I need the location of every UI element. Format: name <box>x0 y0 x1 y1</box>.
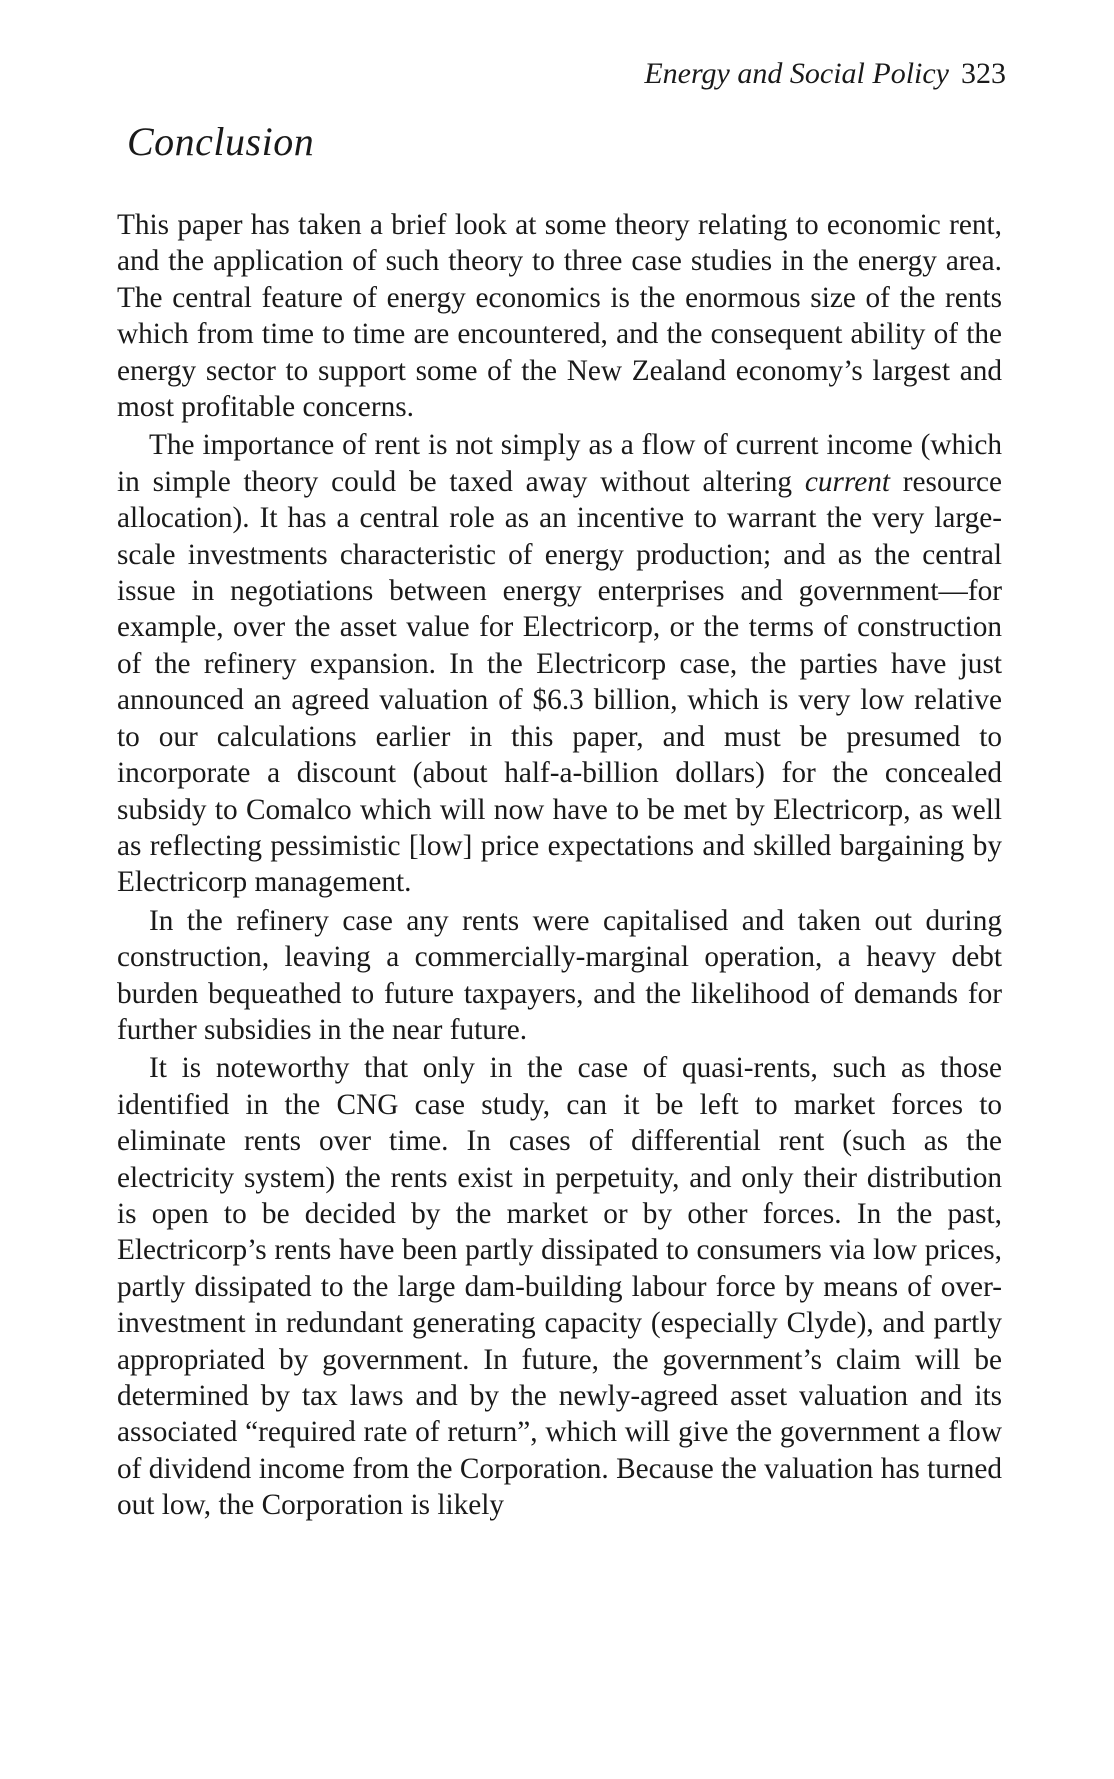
paragraph-4: It is noteworthy that only in the case of quasi-rents, such as those identified in the CNG case study, can it be left to market forces to eliminate rents over time. In cases of differential rent (such as the electricity system) the rents exist in perpetuity, and only their distribution is open to be decided by the market or by other forces. In the past, Electricorp’s rents have been partly dissipated to consumers via low prices, partly dissipated to the large dam-building labour force by means of over-investment in redundant generating capacity (especially Clyde), and partly appropriated by government. In future, the government’s claim will be determined by tax laws and by the newly-agreed asset valuation and its associated “required rate of return”, which will give the government a flow of dividend income from the Corporation. Because the valuation has turned out low, the Corporation is likely <box>117 1052 1002 1522</box>
paragraph-2-text-end: resource allocation). It has a central role as an incentive to warrant the very large-scale investments characteristic of energy production; and as the central issue in negotiations between energy enterprises and government—for example, over the asset value for Electricorp, or the terms of construction of the refinery expansion. In the Electricorp case, the parties have just announced an agreed valuation of $6.3 billion, which is very low relative to our calculations earlier in this paper, and must be presumed to incorporate a discount (about half-a-billion dollars) for the concealed subsidy to Comalco which will now have to be met by Electricorp, as well as reflecting pessimistic [low] price expectations and skilled bargaining by Electricorp management. <box>117 465 1003 899</box>
section-heading: Conclusion <box>127 119 315 164</box>
paragraph-1: This paper has taken a brief look at some theory relating to economic rent, and the application of such theory to three case studies in the energy area. The central feature of energy economics is the enormous size of the rents which from time to time are encountered, and the consequent ability of the energy sector to support some of the New Zealand economy’s largest and most profitable concerns. <box>117 209 1002 424</box>
body-text <box>117 207 1002 1526</box>
page-number: 323 <box>961 57 1006 90</box>
paragraph-2-italic-word: current <box>804 465 890 498</box>
paragraph-3: In the refinery case any rents were capitalised and taken out during construction, leaving a commercially-marginal operation, a heavy debt burden bequeathed to future taxpayers, and the likelihood of demands for further subsidies in the near future. <box>117 904 1002 1046</box>
paragraph-2-text-start: The importance of rent is not simply as a flow of current income (which in simple theory could be taxed away without altering <box>117 429 1002 498</box>
running-header <box>644 56 1006 92</box>
running-header-title: Energy and Social Policy <box>644 57 949 90</box>
paragraph-2 <box>117 427 1002 900</box>
